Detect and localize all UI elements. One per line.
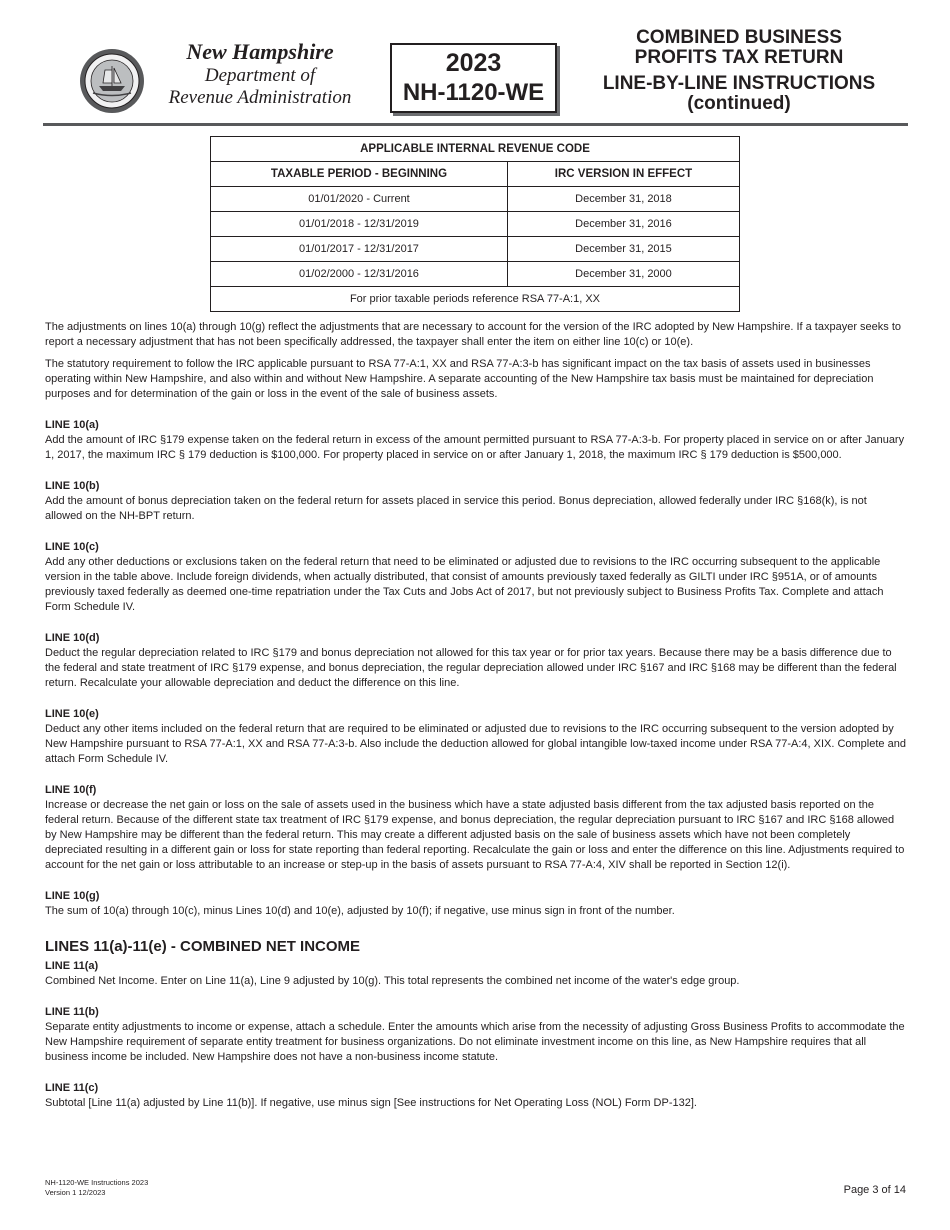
line-11b-section — [45, 1005, 907, 1065]
irc-col-version-header: IRC VERSION IN EFFECT — [507, 162, 739, 187]
line-10b-section — [45, 479, 907, 524]
document-title — [590, 28, 888, 114]
state-seal-icon — [79, 48, 145, 114]
state-name: New Hampshire — [186, 39, 334, 64]
instructions-body — [45, 320, 907, 1111]
line-11c-section — [45, 1081, 907, 1111]
intro-paragraph-2: The statutory requirement to follow the IRC applicable pursuant to RSA 77-A:1, XX and RSA 77-A:3-b has significant impact on the tax basis of assets used in businesses operating within New Hampshire, and also within and without New Hampshire. A separate accounting of the New Hampshire tax basis must be maintained for depreciation purposes and for determination of the gain or loss in the event of the sale of business assets. — [45, 358, 874, 400]
version-cell: December 31, 2000 — [507, 262, 739, 287]
period-cell: 01/01/2020 - Current — [211, 187, 508, 212]
section-heading: LINE 10(c) — [45, 541, 99, 553]
irc-table-title: APPLICABLE INTERNAL REVENUE CODE — [211, 137, 740, 162]
section-text: Subtotal [Line 11(a) adjusted by Line 11(b)]. If negative, use minus sign [See instructions for Net Operating Loss (NOL) Form DP-132]. — [45, 1097, 697, 1109]
title-line-2: PROFITS TAX RETURN — [634, 47, 844, 68]
irc-version-table — [210, 136, 740, 312]
section-text: Deduct any other items included on the federal return that are required to be eliminated or adjusted due to revisions to the IRC occurring subsequent to the version adopted by New Hampshire pursuant to RSA 77-A:1, XX and RSA 77-A:3-b. Also include the deduction allowed for global intangible low-taxed income under RSA 77-A:4, XIX. Complete and attach Form Schedule IV. — [45, 723, 906, 765]
form-year: 2023 — [445, 49, 502, 77]
section-heading: LINE 11(c) — [45, 1082, 99, 1094]
agency-name — [152, 38, 368, 109]
title-line-4: (continued) — [687, 93, 791, 114]
version-cell: December 31, 2016 — [507, 212, 739, 237]
page-number: Page 3 of 14 — [843, 1184, 906, 1196]
section-text: Add any other deductions or exclusions taken on the federal return that need to be eliminated or adjusted due to revisions to the IRC occurring subsequent to the applicable version in the table above. Include foreign dividends, when actually distributed, that consist of amounts previously taxed federally as GILTI under IRC §951A, or of amounts previously taxed federally as deemed one-time repatriation under the Tax Cuts and Jobs Act of 2017, but not previously subject to Business Profits Tax. Complete and attach Form Schedule IV. — [45, 556, 884, 613]
version-cell: December 31, 2018 — [507, 187, 739, 212]
department-line-1: Department of — [204, 65, 316, 86]
form-id-box — [390, 43, 557, 113]
section-heading: LINE 10(f) — [45, 784, 97, 796]
irc-col-period-header: TAXABLE PERIOD - BEGINNING — [211, 162, 508, 187]
section-heading: LINE 10(g) — [45, 890, 100, 902]
line-10a-section — [45, 418, 907, 463]
line-10g-section — [45, 889, 907, 919]
table-row — [211, 212, 740, 237]
footer-version-date: Version 1 12/2023 — [45, 1188, 106, 1197]
table-row — [211, 187, 740, 212]
header-rule — [43, 123, 908, 126]
footer-version — [45, 1178, 148, 1198]
version-cell: December 31, 2015 — [507, 237, 739, 262]
combined-net-income-heading: LINES 11(a)-11(e) - COMBINED NET INCOME — [45, 938, 361, 955]
section-heading: LINE 10(d) — [45, 632, 100, 644]
line-10d-section — [45, 631, 907, 691]
period-cell: 01/01/2018 - 12/31/2019 — [211, 212, 508, 237]
section-text: Combined Net Income. Enter on Line 11(a), Line 9 adjusted by 10(g). This total represents the combined net income of the water's edge group. — [45, 975, 740, 987]
title-line-3: LINE-BY-LINE INSTRUCTIONS — [602, 73, 876, 94]
section-heading: LINE 10(e) — [45, 708, 99, 720]
period-cell: 01/01/2017 - 12/31/2017 — [211, 237, 508, 262]
period-cell: 01/02/2000 - 12/31/2016 — [211, 262, 508, 287]
form-number: NH-1120-WE — [402, 79, 545, 106]
line-10f-section — [45, 783, 907, 873]
section-heading: LINE 11(a) — [45, 960, 99, 972]
section-heading: LINE 11(b) — [45, 1006, 99, 1018]
irc-table-note: For prior taxable periods reference RSA 77-A:1, XX — [211, 287, 740, 312]
section-text: The sum of 10(a) through 10(c), minus Lines 10(d) and 10(e), adjusted by 10(f); if negative, use minus sign in front of the number. — [45, 905, 675, 917]
line-10c-section — [45, 540, 907, 615]
line-11a-section — [45, 959, 907, 989]
footer-doc-name: NH-1120-WE Instructions 2023 — [45, 1178, 149, 1187]
table-row — [211, 237, 740, 262]
section-heading: LINE 10(a) — [45, 419, 99, 431]
section-text: Add the amount of bonus depreciation taken on the federal return for assets placed in service this period. Bonus depreciation, allowed federally under IRC §168(k), is not allowed on the NH-BPT return. — [45, 495, 867, 522]
section-text: Increase or decrease the net gain or loss on the sale of assets used in the business which have a state adjusted basis different from the tax adjusted basis reported on the federal return. Because of the different state tax treatment of IRC §179 expense, and bonus depreciation, the regular depreciation pursuant to IRC §167 and IRC §168 allowed by New Hampshire may be different than the federal return. This may create a different adjusted basis on the sale of business assets which have not been completely depreciated resulting in a different gain or loss for state reporting than federal reporting. Recalculate the gain or loss and enter the difference on this line. Adjustments required to account for the net gain or loss attributable to an increase or step-up in the basis of assets pursuant to RSA 77-A:4, XIV shall be reported in Section 12(i). — [45, 799, 905, 871]
section-text: Deduct the regular depreciation related to IRC §179 and bonus depreciation not allowed for this tax year or for prior tax years. Because there may be a basis difference due to the federal and state treatment of IRC §179 expense, and bonus depreciation, the regular depreciation allowed under IRC §167 and IRC §168 may be different than the federal return. Recalculate your allowable depreciation and deduct the difference on this line. — [45, 647, 897, 689]
line-10e-section — [45, 707, 907, 767]
department-line-2: Revenue Administration — [168, 87, 352, 108]
table-row — [211, 262, 740, 287]
title-line-1: COMBINED BUSINESS — [636, 27, 842, 48]
intro-paragraph-1: The adjustments on lines 10(a) through 10(g) reflect the adjustments that are necessary to account for the version of the IRC adopted by New Hampshire. If a taxpayer seeks to report a necessary adjustment that has not been specifically addressed, the taxpayer shall enter the item on either line 10(c) or 10(e). — [45, 321, 902, 348]
section-text: Add the amount of IRC §179 expense taken on the federal return in excess of the amount permitted pursuant to RSA 77-A:3-b. For property placed in service on or after January 1, 2017, the maximum IRC § 179 deduction is $100,000. For property placed in service on or after January 1, 2018, the maximum IRC § 179 deduction is $500,000. — [45, 434, 905, 461]
section-text: Separate entity adjustments to income or expense, attach a schedule. Enter the amounts which arise from the necessity of adjusting Gross Business Profits to accommodate the New Hampshire requirement of separate entity treatment for business organizations. Do not eliminate investment income on this line, as New Hampshire requires that all business income be included. New Hampshire does not have a non-business income statute. — [45, 1021, 905, 1063]
section-heading: LINE 10(b) — [45, 480, 100, 492]
